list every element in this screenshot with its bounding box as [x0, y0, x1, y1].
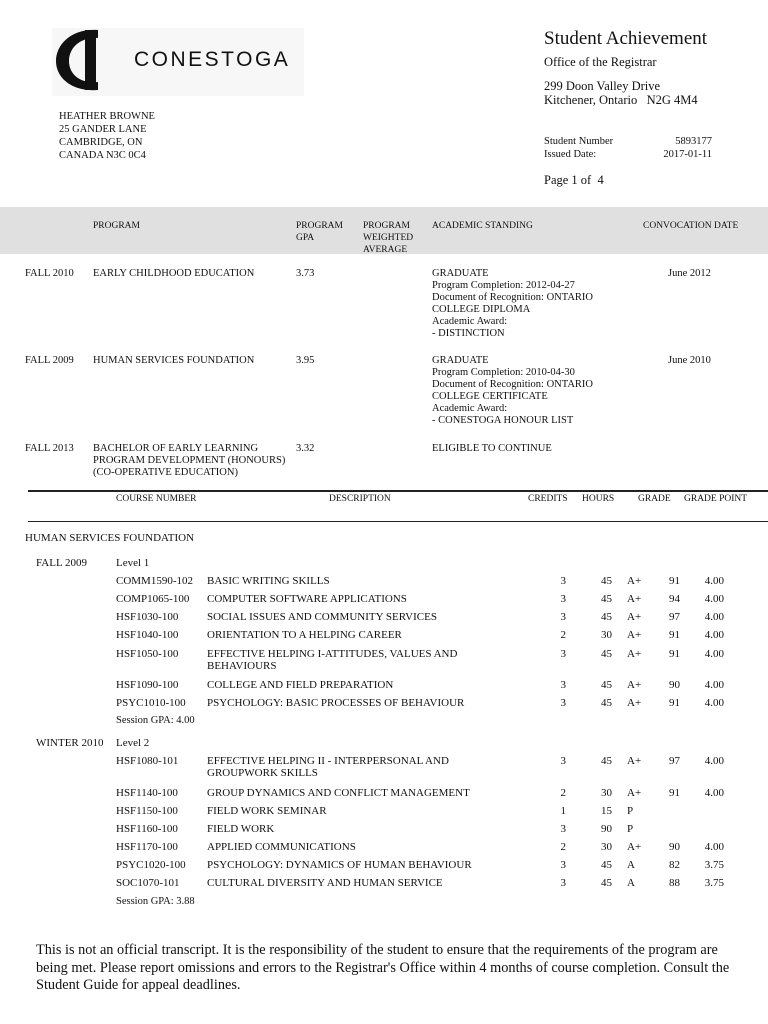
course-grade: P — [627, 823, 634, 835]
course-hours: 45 — [601, 593, 612, 605]
course-credits: 3 — [560, 679, 566, 691]
academic-standing-line: GRADUATE — [432, 268, 489, 279]
course-grade-point: 4.00 — [704, 841, 724, 853]
col-program: PROGRAM — [93, 221, 140, 231]
course-grade: A+ — [627, 611, 642, 623]
academic-standing-line: ELIGIBLE TO CONTINUE — [432, 443, 552, 454]
course-grade: A+ — [627, 629, 642, 641]
program-gpa: 3.73 — [296, 268, 315, 279]
col-description: DESCRIPTION — [329, 494, 391, 504]
col-grade: GRADE — [638, 494, 671, 504]
program-term: FALL 2010 — [25, 268, 74, 279]
course-grade-point: 4.00 — [704, 575, 724, 587]
course-hours: 45 — [601, 859, 612, 871]
academic-standing-line: - DISTINCTION — [432, 328, 505, 339]
course-percent: 97 — [669, 611, 680, 623]
course-percent: 91 — [669, 629, 680, 641]
academic-standing-line: Academic Award: — [432, 403, 508, 414]
course-header-bottom-rule — [28, 521, 768, 522]
col-credits: CREDITS — [528, 494, 568, 504]
academic-standing-line: Document of Recognition: ONTARIO — [432, 292, 594, 303]
course-hours: 15 — [601, 805, 612, 817]
course-grade-point: 4.00 — [704, 787, 724, 799]
course-hours: 45 — [601, 648, 612, 660]
course-code: SOC1070-101 — [116, 877, 180, 889]
academic-standing-line: COLLEGE CERTIFICATE — [432, 391, 548, 402]
course-credits: 3 — [560, 648, 566, 660]
course-credits: 3 — [560, 611, 566, 623]
issued-date-label: Issued Date: — [544, 149, 597, 160]
course-grade-point: 4.00 — [704, 679, 724, 691]
course-grade: A+ — [627, 755, 642, 767]
program-name: PROGRAM DEVELOPMENT (HONOURS) — [93, 455, 286, 466]
course-percent: 90 — [669, 841, 680, 853]
col-grade-point: GRADE POINT — [684, 494, 748, 504]
course-credits: 3 — [560, 755, 566, 767]
convocation-date: June 2010 — [668, 355, 711, 366]
course-description: FIELD WORK SEMINAR — [207, 805, 327, 817]
course-code: HSF1030-100 — [116, 611, 179, 623]
program-gpa: 3.32 — [296, 443, 315, 454]
course-percent: 90 — [669, 679, 680, 691]
student-number-value: 5893177 — [675, 136, 712, 147]
course-code: HSF1170-100 — [116, 841, 178, 853]
course-description: PSYCHOLOGY: DYNAMICS OF HUMAN BEHAVIOUR — [207, 859, 472, 871]
course-description: APPLIED COMMUNICATIONS — [207, 841, 356, 853]
course-grade: A+ — [627, 841, 642, 853]
course-credits: 3 — [560, 823, 566, 835]
course-credits: 3 — [560, 697, 566, 709]
course-credits: 3 — [560, 859, 566, 871]
academic-standing-line: - CONESTOGA HONOUR LIST — [432, 415, 574, 426]
document-title: Student Achievement — [544, 28, 708, 49]
course-description: PSYCHOLOGY: BASIC PROCESSES OF BEHAVIOUR — [207, 697, 465, 709]
course-grade-point: 4.00 — [704, 629, 724, 641]
course-description: SOCIAL ISSUES AND COMMUNITY SERVICES — [207, 611, 437, 623]
course-credits: 3 — [560, 877, 566, 889]
course-hours: 45 — [601, 755, 612, 767]
course-hours: 45 — [601, 877, 612, 889]
course-header-top-rule — [28, 490, 768, 492]
course-grade-point: 4.00 — [704, 697, 724, 709]
course-code: PSYC1020-100 — [116, 859, 186, 871]
course-code: HSF1080-101 — [116, 755, 179, 767]
col-course-number: COURSE NUMBER — [116, 494, 197, 504]
academic-standing-line: Academic Award: — [432, 316, 508, 327]
course-grade-point: 4.00 — [704, 593, 724, 605]
course-credits: 2 — [560, 841, 566, 853]
office-name: Office of the Registrar — [544, 55, 657, 69]
level-label: Level 2 — [116, 737, 150, 749]
course-percent: 88 — [669, 877, 680, 889]
recipient-street: 25 GANDER LANE — [59, 124, 147, 135]
recipient-country: CANADA N3C 0C4 — [59, 150, 146, 161]
program-term: FALL 2013 — [25, 443, 74, 454]
page-indicator: Page 1 of 4 — [544, 173, 604, 187]
course-percent: 91 — [669, 575, 680, 587]
session-gpa: Session GPA: 3.88 — [116, 896, 195, 907]
course-description: COMPUTER SOFTWARE APPLICATIONS — [207, 593, 407, 605]
course-grade: A+ — [627, 679, 642, 691]
course-description: GROUPWORK SKILLS — [207, 767, 318, 779]
logo-wordmark: CONESTOGA — [134, 48, 291, 71]
academic-standing-line: COLLEGE DIPLOMA — [432, 304, 531, 315]
program-name: HUMAN SERVICES FOUNDATION — [93, 355, 255, 366]
course-code: HSF1040-100 — [116, 629, 179, 641]
disclaimer-text: This is not an official transcript. It is the responsibility of the student to ensure that the requirements of the program are being met. Please report omissions and errors to the Registrar's Office within 4 months of course completion. Consult the Student Guide for appeal deadlines. — [36, 942, 730, 993]
conestoga-c-logo-icon — [52, 26, 116, 94]
course-grade: A+ — [627, 787, 642, 799]
col-hours: HOURS — [582, 494, 615, 504]
course-code: HSF1140-100 — [116, 787, 178, 799]
convocation-date: June 2012 — [668, 268, 711, 279]
col-program-gpa: PROGRAM GPA — [296, 221, 343, 243]
course-percent: 91 — [669, 648, 680, 660]
col-academic-standing: ACADEMIC STANDING — [432, 221, 533, 231]
col-program-weighted-average: PROGRAM WEIGHTED AVERAGE — [363, 221, 414, 255]
course-grade: A+ — [627, 697, 642, 709]
col-convocation-date: CONVOCATION DATE — [643, 221, 739, 231]
course-percent: 94 — [669, 593, 680, 605]
course-description: FIELD WORK — [207, 823, 275, 835]
section-title: HUMAN SERVICES FOUNDATION — [25, 532, 195, 544]
student-number-label: Student Number — [544, 136, 614, 147]
course-hours: 30 — [601, 841, 612, 853]
course-code: HSF1090-100 — [116, 679, 179, 691]
term-label: FALL 2009 — [36, 557, 88, 569]
program-name: EARLY CHILDHOOD EDUCATION — [93, 268, 255, 279]
course-description: BASIC WRITING SKILLS — [207, 575, 330, 587]
course-grade: A — [627, 859, 635, 871]
course-code: HSF1150-100 — [116, 805, 178, 817]
course-percent: 82 — [669, 859, 680, 871]
session-gpa: Session GPA: 4.00 — [116, 715, 195, 726]
academic-standing-line: Program Completion: 2010-04-30 — [432, 367, 575, 378]
course-grade-point: 3.75 — [704, 859, 724, 871]
course-grade: P — [627, 805, 634, 817]
course-hours: 45 — [601, 679, 612, 691]
course-credits: 1 — [560, 805, 566, 817]
course-description: GROUP DYNAMICS AND CONFLICT MANAGEMENT — [207, 787, 470, 799]
course-grade: A+ — [627, 575, 642, 587]
course-hours: 90 — [601, 823, 612, 835]
course-grade: A+ — [627, 648, 642, 660]
office-address-line2: Kitchener, Ontario N2G 4M4 — [544, 93, 698, 107]
course-description: ORIENTATION TO A HELPING CAREER — [207, 629, 402, 641]
course-credits: 2 — [560, 787, 566, 799]
course-percent: 97 — [669, 755, 680, 767]
office-address-line1: 299 Doon Valley Drive — [544, 79, 661, 93]
program-name: (CO-OPERATIVE EDUCATION) — [93, 467, 238, 478]
course-grade-point: 4.00 — [704, 755, 724, 767]
course-hours: 45 — [601, 575, 612, 587]
course-code: COMM1590-102 — [116, 575, 194, 587]
course-grade-point: 4.00 — [704, 648, 724, 660]
course-description: EFFECTIVE HELPING I-ATTITUDES, VALUES AND — [207, 648, 458, 660]
course-credits: 2 — [560, 629, 566, 641]
academic-standing-line: GRADUATE — [432, 355, 489, 366]
course-description: BEHAVIOURS — [207, 660, 277, 672]
level-label: Level 1 — [116, 557, 150, 569]
course-grade-point: 4.00 — [704, 611, 724, 623]
course-percent: 91 — [669, 697, 680, 709]
program-term: FALL 2009 — [25, 355, 74, 366]
academic-standing-line: Program Completion: 2012-04-27 — [432, 280, 575, 291]
course-code: HSF1160-100 — [116, 823, 178, 835]
recipient-city: CAMBRIDGE, ON — [59, 137, 143, 148]
course-grade-point: 3.75 — [704, 877, 724, 889]
course-hours: 45 — [601, 697, 612, 709]
course-hours: 30 — [601, 629, 612, 641]
academic-standing-line: Document of Recognition: ONTARIO — [432, 379, 594, 390]
course-grade: A+ — [627, 593, 642, 605]
course-code: HSF1050-100 — [116, 648, 179, 660]
course-description: EFFECTIVE HELPING II - INTERPERSONAL AND — [207, 755, 449, 767]
program-gpa: 3.95 — [296, 355, 315, 366]
course-grade: A — [627, 877, 635, 889]
course-credits: 3 — [560, 593, 566, 605]
course-code: PSYC1010-100 — [116, 697, 186, 709]
issued-date-value: 2017-01-11 — [663, 149, 712, 160]
course-description: COLLEGE AND FIELD PREPARATION — [207, 679, 394, 691]
recipient-name: HEATHER BROWNE — [59, 111, 155, 122]
course-hours: 30 — [601, 787, 612, 799]
term-label: WINTER 2010 — [36, 737, 104, 749]
course-credits: 3 — [560, 575, 566, 587]
course-description: CULTURAL DIVERSITY AND HUMAN SERVICE — [207, 877, 443, 889]
course-code: COMP1065-100 — [116, 593, 190, 605]
program-name: BACHELOR OF EARLY LEARNING — [93, 443, 259, 454]
course-percent: 91 — [669, 787, 680, 799]
course-hours: 45 — [601, 611, 612, 623]
